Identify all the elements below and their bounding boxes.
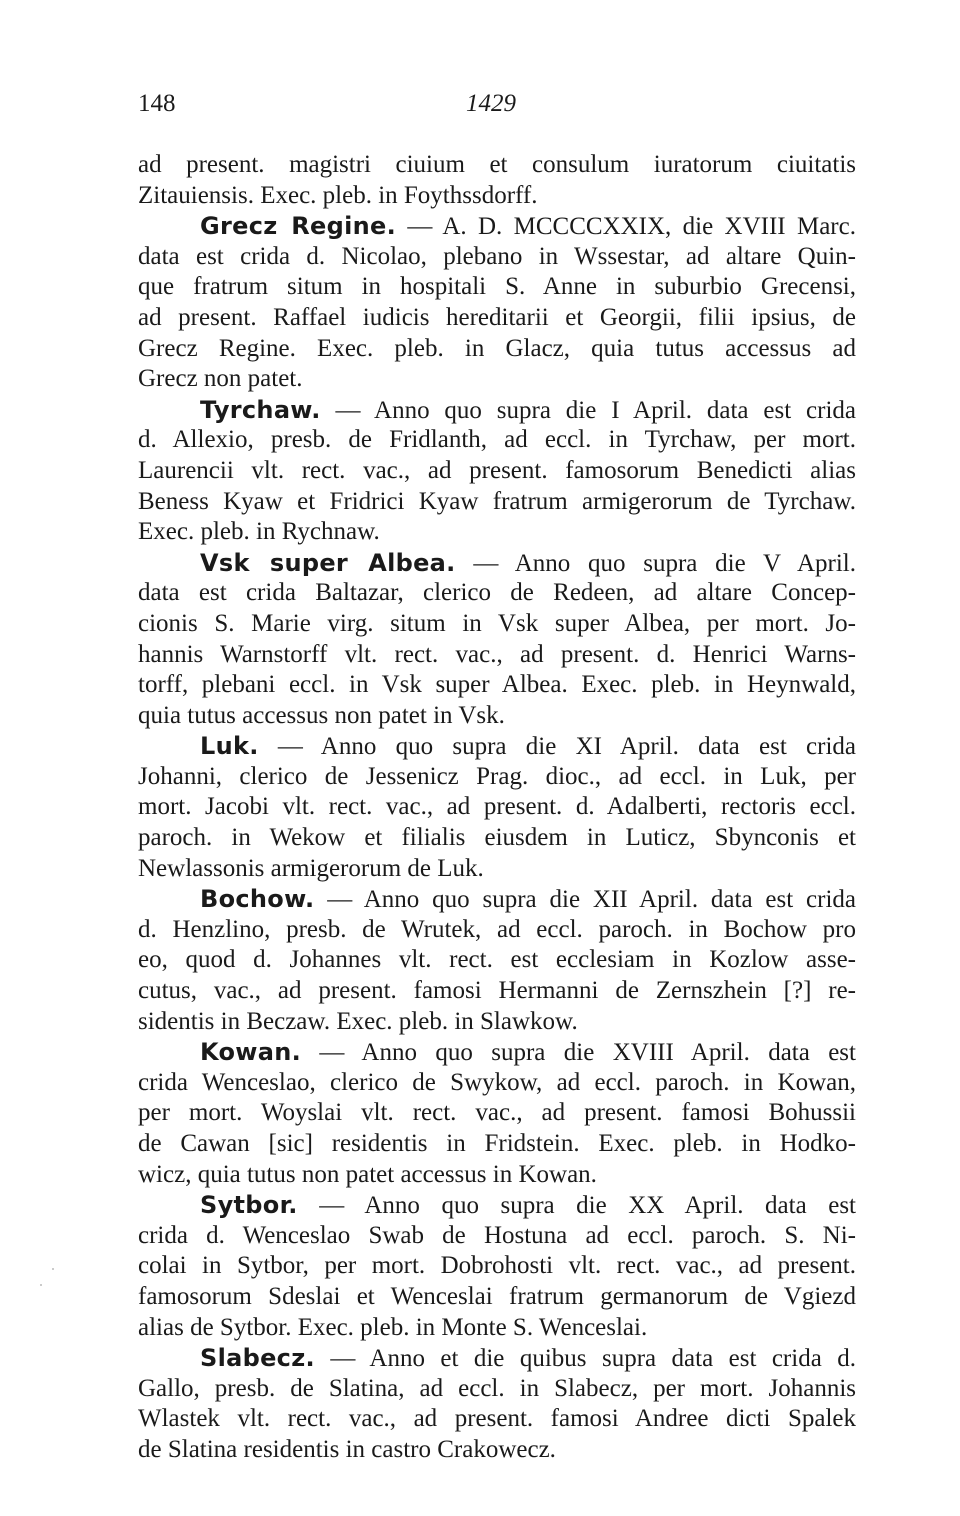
text-line [138, 303, 856, 334]
line-text: de Cawan [sic] residentis in Fridstein. Exec. pleb. in Hodko- [138, 1130, 856, 1157]
text-line [138, 823, 856, 854]
line-text: — Anno quo supra die XI April. data est crida [258, 733, 856, 761]
line-text: Exec. pleb. in Rychnaw. [138, 518, 380, 546]
body-text [138, 150, 856, 1466]
line-text: quia tutus accessus non patet in Vsk. [138, 701, 505, 729]
line-text: que fratrum situm in hospitali S. Anne in suburbio Grecensi, [138, 273, 856, 301]
line-text: — Anno quo supra die XX April. data est [297, 1192, 856, 1220]
text-line [138, 854, 856, 885]
line-text: cionis S. Marie virg. situm in Vsk super Albea, per mort. Jo- [138, 609, 856, 637]
text-line [138, 609, 856, 640]
text-line [138, 334, 856, 365]
text-line [138, 1007, 856, 1038]
text-line [138, 762, 856, 793]
place-name: Kowan. [200, 1038, 302, 1067]
text-line [138, 181, 856, 212]
text-line [138, 425, 856, 456]
text-line [138, 242, 856, 273]
line-text: data est crida d. Nicolao, plebano in Wssestar, ad altare Quin- [138, 242, 856, 270]
entry-heading-line [138, 211, 856, 242]
line-text: ad present. Raffael iudicis hereditarii et Georgii, filii ipsius, de [138, 303, 856, 331]
text-line [138, 1221, 856, 1252]
entry-heading-line [138, 395, 856, 426]
text-line [138, 1282, 856, 1313]
line-text: Beness Kyaw et Fridrici Kyaw fratrum armigerorum de Tyrchaw. [138, 487, 856, 515]
text-line [138, 701, 856, 732]
line-text: Wlastek vlt. rect. vac., ad present. famosi Andree dicti Spalek [138, 1405, 856, 1433]
text-line [138, 487, 856, 518]
line-text: colai in Sytbor, per mort. Dobrohosti vlt. rect. vac., ad present. [138, 1252, 856, 1280]
text-line [138, 1068, 856, 1099]
page-header [138, 90, 858, 124]
place-name: Slabecz. [200, 1344, 315, 1373]
scan-speck [52, 1268, 54, 1270]
line-text: — Anno et die quibus supra data est crida d. [314, 1345, 856, 1373]
line-text: data est crida Baltazar, clerico de Redeen, ad altare Concep- [138, 579, 856, 607]
line-text: crida d. Wenceslao Swab de Hostuna ad eccl. paroch. S. Ni- [138, 1221, 856, 1249]
line-text: Newlassonis armigerorum de Luk. [138, 854, 484, 882]
place-name: Sytbor. [200, 1191, 298, 1220]
text-line [138, 1129, 856, 1160]
entry-heading-line [138, 1037, 856, 1068]
text-line [138, 976, 856, 1007]
text-line [138, 1098, 856, 1129]
line-text: per mort. Woyslai vlt. rect. vac., ad present. famosi Bohussii [138, 1099, 856, 1127]
text-line [138, 945, 856, 976]
place-name: Tyrchaw. [200, 395, 321, 424]
line-text: — Anno quo supra die V April. [455, 549, 856, 577]
line-text: — Anno quo supra die XII April. data est crida [314, 886, 856, 914]
entry-heading-line [138, 1190, 856, 1221]
line-text: torff, plebani eccl. in Vsk super Albea. Exec. pleb. in Heynwald, [138, 671, 856, 699]
text-line [138, 792, 856, 823]
text-line [138, 1313, 856, 1344]
line-text: Gallo, presb. de Slatina, ad eccl. in Slabecz, per mort. Johannis [138, 1374, 856, 1402]
line-text: — Anno quo supra die I April. data est crida [320, 396, 856, 424]
text-line [138, 915, 856, 946]
line-text: ad present. magistri ciuium et consulum iuratorum ciuitatis [138, 151, 856, 178]
text-line [138, 578, 856, 609]
text-line [138, 1404, 856, 1435]
place-name: Luk. [200, 732, 259, 761]
entry-heading-line [138, 884, 856, 915]
text-line [138, 1374, 856, 1405]
text-line [138, 364, 856, 395]
line-text: — A. D. MCCCCXXIX, die XVIII Marc. [396, 213, 856, 241]
entry-heading-line [138, 731, 856, 762]
line-text: cutus, vac., ad present. famosi Hermanni de Zernszhein [?] re- [138, 977, 856, 1005]
line-text: Zitauiensis. Exec. pleb. in Foythssdorff. [138, 181, 538, 209]
line-text: alias de Sytbor. Exec. pleb. in Monte S. Wenceslai. [138, 1313, 648, 1341]
place-name: Vsk super Albea. [200, 548, 456, 577]
line-text: Grecz non patet. [138, 365, 303, 393]
place-name: Grecz Regine. [200, 212, 397, 241]
line-text: sidentis in Beczaw. Exec. pleb. in Slawkow. [138, 1007, 578, 1035]
place-name: Bochow. [200, 885, 315, 914]
line-text: Grecz Regine. Exec. pleb. in Glacz, quia tutus accessus ad [138, 334, 856, 362]
text-line [138, 272, 856, 303]
entry-heading-line [138, 548, 856, 579]
line-text: eo, quod d. Johannes vlt. rect. est ecclesiam in Kozlow asse- [138, 946, 856, 974]
line-text: Johanni, clerico de Jessenicz Prag. dioc., ad eccl. in Luk, per [138, 762, 856, 790]
line-text: d. Henzlino, presb. de Wrutek, ad eccl. paroch. in Bochow pro [138, 915, 856, 943]
line-text: — Anno quo supra die XVIII April. data est [301, 1039, 856, 1067]
running-year: 1429 [466, 90, 516, 117]
scan-speck [40, 1284, 42, 1286]
line-text: famosorum Sdeslai et Wenceslai fratrum germanorum de Vgiezd [138, 1282, 856, 1310]
text-line [138, 1435, 856, 1466]
page-number: 148 [138, 90, 176, 117]
line-text: Laurencii vlt. rect. vac., ad present. famosorum Benedicti alias [138, 456, 856, 484]
text-line [138, 150, 856, 181]
text-line [138, 1251, 856, 1282]
line-text: wicz, quia tutus non patet accessus in Kowan. [138, 1160, 597, 1188]
entry-heading-line [138, 1343, 856, 1374]
line-text: de Slatina residentis in castro Crakowecz. [138, 1435, 556, 1463]
line-text: crida Wenceslao, clerico de Swykow, ad eccl. paroch. in Kowan, [138, 1068, 856, 1096]
line-text: d. Allexio, presb. de Fridlanth, ad eccl. in Tyrchaw, per mort. [138, 426, 856, 454]
text-line [138, 517, 856, 548]
line-text: paroch. in Wekow et filialis eiusdem in Luticz, Sbynconis et [138, 824, 856, 852]
text-line [138, 1160, 856, 1191]
line-text: hannis Warnstorff vlt. rect. vac., ad present. d. Henrici Warns- [138, 640, 856, 668]
text-line [138, 640, 856, 671]
text-line [138, 456, 856, 487]
line-text: mort. Jacobi vlt. rect. vac., ad present. d. Adalberti, rectoris eccl. [138, 793, 856, 821]
text-line [138, 670, 856, 701]
